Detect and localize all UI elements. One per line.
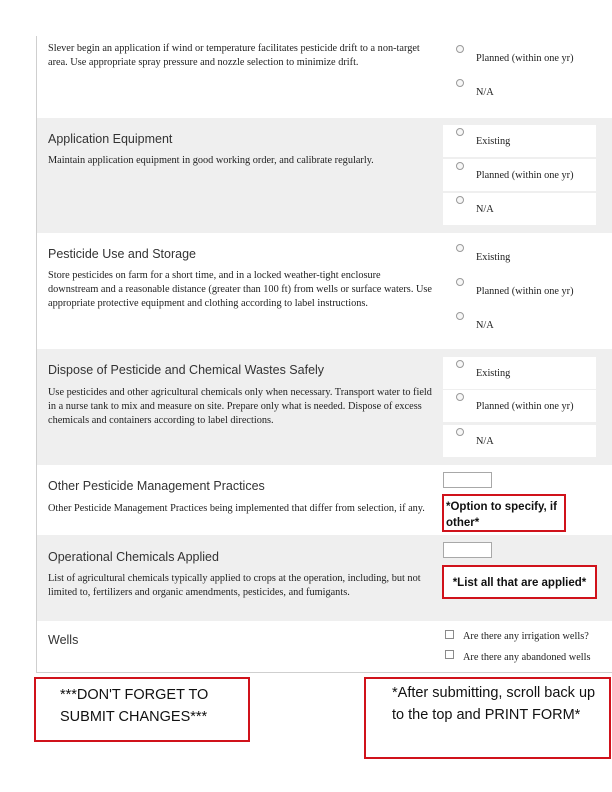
option-na[interactable] (443, 193, 596, 225)
option-label: Planned (within one yr) (476, 170, 574, 181)
radio-button[interactable] (456, 428, 464, 436)
section-title: Other Pesticide Management Practices (48, 479, 265, 493)
section-pesticide-use-storage (37, 233, 612, 349)
section-description: Use pesticides and other agricultural chemicals only when necessary. Transport water to field in a nurse tank to mix and measure on site. Prepare only what is needed. Dispose of excess chemicals and containers according to label directions. (48, 387, 432, 426)
section-drift (37, 36, 612, 118)
section-title: Application Equipment (48, 132, 173, 146)
section-description: Store pesticides on farm for a short time, and in a locked weather-tight enclosure downstream and a reasonable distance (greater than 100 ft) from wells or surface waters. Use appropriate protective equipment and clothing according to label instructions. (48, 270, 432, 309)
option-label: Existing (476, 136, 511, 147)
note-text: *Option to specify, if other* (446, 501, 557, 529)
option-planned[interactable] (443, 390, 596, 422)
radio-button[interactable] (456, 244, 464, 252)
radio-button[interactable] (456, 360, 464, 368)
option-planned[interactable] (443, 159, 596, 191)
checkbox-label: Are there any irrigation wells? (463, 631, 589, 642)
option-label: N/A (476, 320, 494, 331)
option-label: Existing (476, 252, 511, 263)
section-description: List of agricultural chemicals typically applied to crops at the operation, including, but not limited to, fertilizers and organic amendments, pesticides, and fumigants. (48, 573, 421, 598)
irrigation-wells-checkbox[interactable] (445, 630, 454, 639)
option-label: Planned (within one yr) (476, 53, 574, 64)
section-description: Slever begin an application if wind or temperature facilitates pesticide drift to a non-target area. Use appropriate spray pressure and nozzle selection to minimize drift. (48, 43, 420, 68)
note-text: *After submitting, scroll back up to the top and PRINT FORM* (392, 685, 596, 723)
section-application-equipment (37, 118, 612, 233)
option-specify-note (442, 494, 566, 532)
radio-button[interactable] (456, 312, 464, 320)
radio-button[interactable] (456, 45, 464, 53)
radio-button[interactable] (456, 278, 464, 286)
section-description: Maintain application equipment in good working order, and calibrate regularly. (48, 155, 374, 166)
other-practices-input[interactable] (443, 472, 492, 488)
radio-button[interactable] (456, 79, 464, 87)
section-title: Dispose of Pesticide and Chemical Wastes Safely (48, 363, 325, 377)
option-label: Existing (476, 368, 511, 379)
print-form-note (364, 677, 611, 759)
option-na[interactable] (443, 309, 596, 341)
chemicals-applied-input[interactable] (443, 542, 492, 558)
section-wells (37, 621, 612, 672)
option-planned[interactable] (443, 42, 596, 74)
section-dispose-wastes (37, 349, 612, 465)
note-text: ***DON'T FORGET TO SUBMIT CHANGES*** (60, 687, 209, 725)
section-description: Other Pesticide Management Practices being implemented that differ from selection, if any. (48, 503, 425, 514)
radio-button[interactable] (456, 196, 464, 204)
option-label: N/A (476, 87, 494, 98)
radio-button[interactable] (456, 162, 464, 170)
option-label: N/A (476, 436, 494, 447)
option-label: Planned (within one yr) (476, 401, 574, 412)
checkbox-label: Are there any abandoned wells (463, 652, 591, 663)
option-na[interactable] (443, 425, 596, 457)
radio-button[interactable] (456, 393, 464, 401)
note-text: *List all that are applied* (452, 577, 587, 589)
option-label: N/A (476, 204, 494, 215)
option-label: Planned (within one yr) (476, 286, 574, 297)
section-title: Wells (48, 633, 79, 647)
abandoned-wells-checkbox[interactable] (445, 650, 454, 659)
radio-button[interactable] (456, 128, 464, 136)
section-title: Operational Chemicals Applied (48, 550, 219, 564)
section-title: Pesticide Use and Storage (48, 247, 197, 261)
option-planned[interactable] (443, 275, 596, 307)
option-existing[interactable] (443, 125, 596, 157)
option-existing[interactable] (443, 357, 596, 389)
list-all-note (442, 565, 597, 599)
option-existing[interactable] (443, 241, 596, 273)
submit-changes-note (34, 677, 250, 742)
option-na[interactable] (443, 76, 596, 108)
